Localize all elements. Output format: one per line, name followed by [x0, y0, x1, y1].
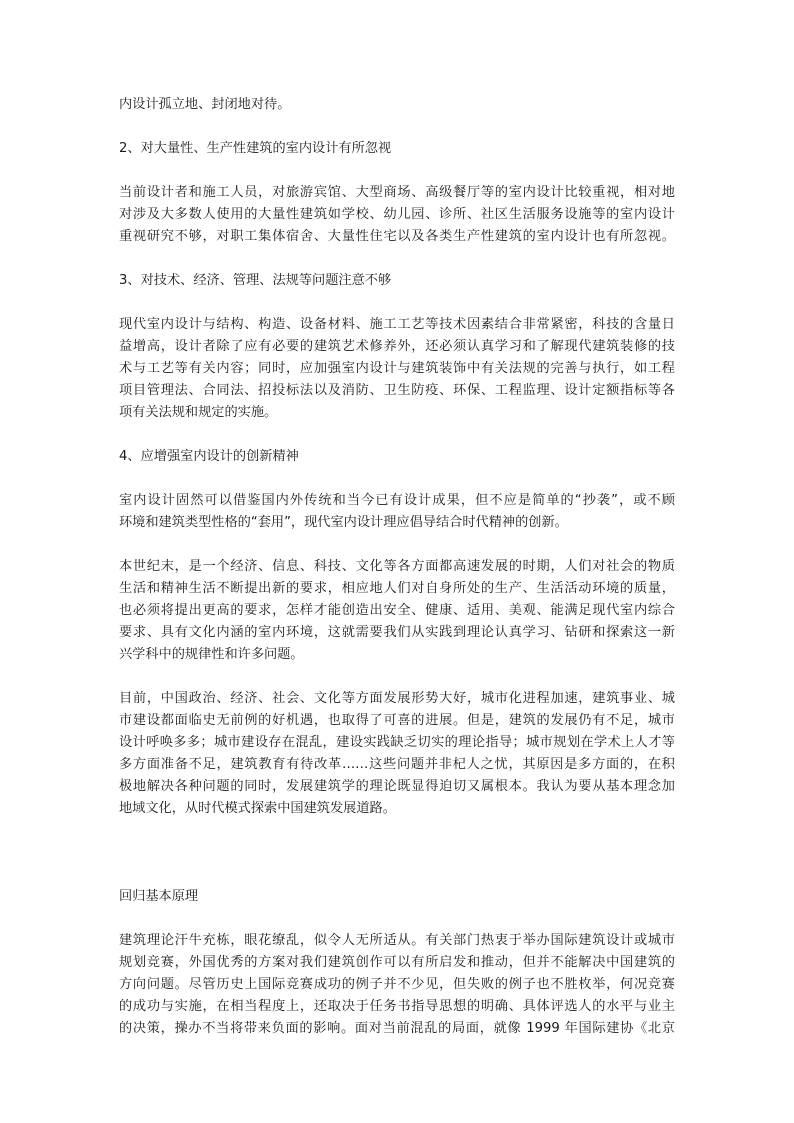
paragraph-line: 生活和精神生活不断提出新的要求，相应地人们对自身所处的生产、生活活动环境的质量， [119, 581, 675, 596]
paragraph-line: 当前设计者和施工人员，对旅游宾馆、大型商场、高级餐厅等的室内设计比较重视，相对地 [119, 185, 675, 200]
paragraph-line: 目前，中国政治、经济、社会、文化等方面发展形势大好，城市化进程加速，建筑事业、城 [119, 691, 675, 706]
paragraph-line: 市建设都面临史无前例的好机遇，也取得了可喜的进展。但是，建筑的发展仍有不足，城市 [119, 713, 675, 728]
section-heading: 3、对技术、经济、管理、法规等问题注意不够 [119, 273, 392, 288]
paragraph-line: 项有关法规和规定的实施。 [119, 405, 278, 420]
paragraph-line: 方向问题。尽管历史上国际竞赛成功的例子并不少见，但失败的例子也不胜枚举，何况竞赛 [119, 977, 675, 992]
paragraph-line: 室内设计固然可以借鉴国内外传统和当今已有设计成果，但不应是简单的“抄袭”，或不顾 [119, 493, 675, 508]
paragraph-line: 也必须将提出更高的要求，怎样才能创造出安全、健康、适用、美观、能满足现代室内综合 [119, 603, 675, 618]
paragraph-line: 极地解决各种问题的同时，发展建筑学的理论既显得迫切又属根本。我认为要从基本理念加 [119, 779, 675, 794]
document-page [119, 94, 675, 1040]
paragraph-line: 内设计孤立地、封闭地对待。 [119, 97, 291, 112]
paragraph-line: 规划竞赛，外国优秀的方案对我们建筑创作可以有所启发和推动，但并不能解决中国建筑的 [119, 955, 675, 970]
paragraph-line: 现代室内设计与结构、构造、设备材料、施工工艺等技术因素结合非常紧密，科技的含量日 [119, 317, 675, 332]
paragraph-line: 的决策，操办不当将带来负面的影响。面对当前混乱的局面，就像 1999 年国际建协《北京 [119, 1021, 675, 1036]
paragraph-line: 建筑理论汗牛充栋，眼花缭乱，似令人无所适从。有关部门热衷于举办国际建筑设计或城市 [119, 933, 675, 948]
paragraph-line: 术与工艺等有关内容；同时，应加强室内设计与建筑装饰中有关法规的完善与执行，如工程 [119, 361, 675, 376]
paragraph-line: 环境和建筑类型性格的“套用”，现代室内设计理应倡导结合时代精神的创新。 [119, 515, 568, 530]
paragraph-line: 的成功与实施，在相当程度上，还取决于任务书指导思想的明确、具体评选人的水平与业主 [119, 999, 675, 1014]
paragraph-line: 要求、具有文化内涵的室内环境，这就需要我们从实践到理论认真学习、钻研和探索这一新 [119, 625, 675, 640]
section-heading: 回归基本原理 [119, 889, 199, 904]
paragraph-line: 地域文化，从时代模式探索中国建筑发展道路。 [119, 801, 396, 816]
paragraph-line: 设计呼唤多多；城市建设存在混乱，建设实践缺乏切实的理论指导；城市规划在学术上人才等 [119, 735, 675, 750]
section-heading: 2、对大量性、生产性建筑的室内设计有所忽视 [119, 141, 392, 156]
paragraph-line: 益增高，设计者除了应有必要的建筑艺术修养外，还必须认真学习和了解现代建筑装修的技 [119, 339, 675, 354]
paragraph-line: 多方面准备不足，建筑教育有待改革……这些问题并非杞人之忧，其原因是多方面的，在积 [119, 757, 675, 772]
section-heading: 4、应增强室内设计的创新精神 [119, 449, 299, 464]
paragraph-line: 重视研究不够，对职工集体宿舍、大量性住宅以及各类生产性建筑的室内设计也有所忽视。 [119, 229, 675, 244]
paragraph-line: 本世纪末，是一个经济、信息、科技、文化等各方面都高速发展的时期，人们对社会的物质 [119, 559, 675, 574]
paragraph-line: 兴学科中的规律性和许多问题。 [119, 647, 304, 662]
paragraph-line: 项目管理法、合同法、招投标法以及消防、卫生防疫、环保、工程监理、设计定额指标等各 [119, 383, 675, 398]
paragraph-line: 对涉及大多数人使用的大量性建筑如学校、幼儿园、诊所、社区生活服务设施等的室内设计 [119, 207, 675, 222]
